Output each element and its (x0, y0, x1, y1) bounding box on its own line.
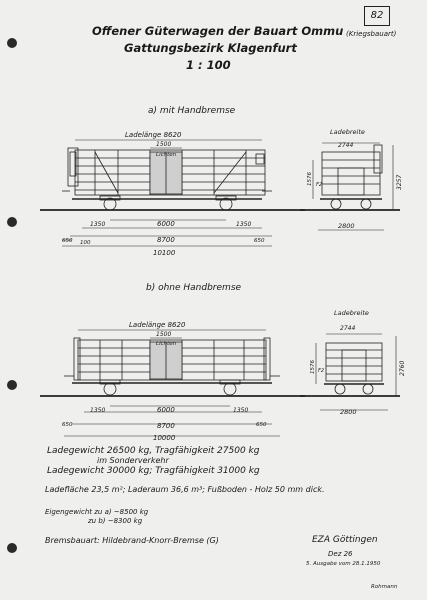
b-load-width: Ladebreite (334, 309, 369, 317)
a-dim-8700: 8700 (157, 236, 175, 244)
title-line1: Offener Güterwagen der Bauart Ommu (92, 24, 344, 38)
b-dim-650-left: 650 (62, 422, 73, 428)
b-door-note: Lichten (156, 341, 177, 347)
a-height-1: 1576 (307, 172, 313, 186)
b-load-length: Ladelänge 8620 (129, 321, 186, 329)
a-width-inner: 2744 (338, 142, 354, 149)
footer-edition: 5. Ausgabe vom 28.1.1950 (306, 561, 381, 567)
b-dim-6000: 6000 (157, 406, 175, 414)
a-dim-100: 100 (80, 240, 91, 246)
a-door-width: 1500 (156, 141, 172, 148)
section-a-heading: a) mit Handbremse (148, 106, 236, 116)
a-dim-650-right: 650 (254, 238, 265, 244)
b-dim-10000: 10000 (153, 434, 176, 442)
a-dim-1350-left: 1350 (90, 221, 106, 228)
spec-line1: Ladegewicht 26500 kg, Tragfähigkeit 27500 kg (47, 446, 260, 456)
spec-line7: Bremsbauart: Hildebrand-Knorr-Bremse (G) (45, 536, 219, 545)
b-width-outer: 2800 (340, 408, 357, 416)
footer-dept: Dez 26 (328, 550, 353, 558)
b-dim-1350-right: 1350 (233, 407, 249, 414)
spec-line5: Eigengewicht zu a) ~8500 kg (45, 508, 149, 516)
b-height-small: F2 (318, 368, 325, 374)
b-width-inner: 2744 (340, 325, 356, 332)
footer-signature: Rohmann (371, 584, 398, 590)
a-width-outer: 2800 (338, 222, 355, 230)
spec-line2: im Sonderverkehr (97, 456, 169, 465)
a-dim-10100: 10100 (153, 249, 176, 257)
b-dim-8700: 8700 (157, 422, 175, 430)
spec-line3: Ladegewicht 30000 kg; Tragfähigkeit 31000 kg (47, 466, 260, 476)
page-number: 82 (364, 6, 390, 26)
title-scale: 1 : 100 (186, 58, 231, 72)
b-height-2: 2760 (399, 360, 406, 376)
title-line2: Gattungsbezirk Klagenfurt (124, 41, 297, 55)
section-b-heading: b) ohne Handbremse (146, 283, 242, 293)
a-load-width: Ladebreite (330, 128, 365, 136)
a-dim-1350-right: 1350 (236, 221, 252, 228)
a-dim-650-left: 650 (62, 238, 73, 244)
b-dim-1350-left: 1350 (90, 407, 106, 414)
b-height-1: 1576 (310, 360, 316, 374)
b-door-width: 1500 (156, 331, 172, 338)
b-dim-650-right: 650 (256, 422, 267, 428)
a-door-note: Lichten (156, 152, 177, 158)
a-height-2: 3257 (396, 174, 403, 190)
a-dim-6000: 6000 (157, 220, 175, 228)
footer-office: EZA Göttingen (312, 535, 378, 545)
spec-line6: zu b) ~8300 kg (88, 517, 143, 525)
a-height-small: F2 (316, 182, 323, 188)
wagon-a-end-view (300, 145, 400, 210)
spec-line4: Ladefläche 23,5 m²; Laderaum 36,6 m³; Fußboden - Holz 50 mm dick. (45, 485, 325, 494)
a-load-length: Ladelänge 8620 (125, 131, 182, 139)
title-note: (Kriegsbauart) (346, 30, 397, 38)
